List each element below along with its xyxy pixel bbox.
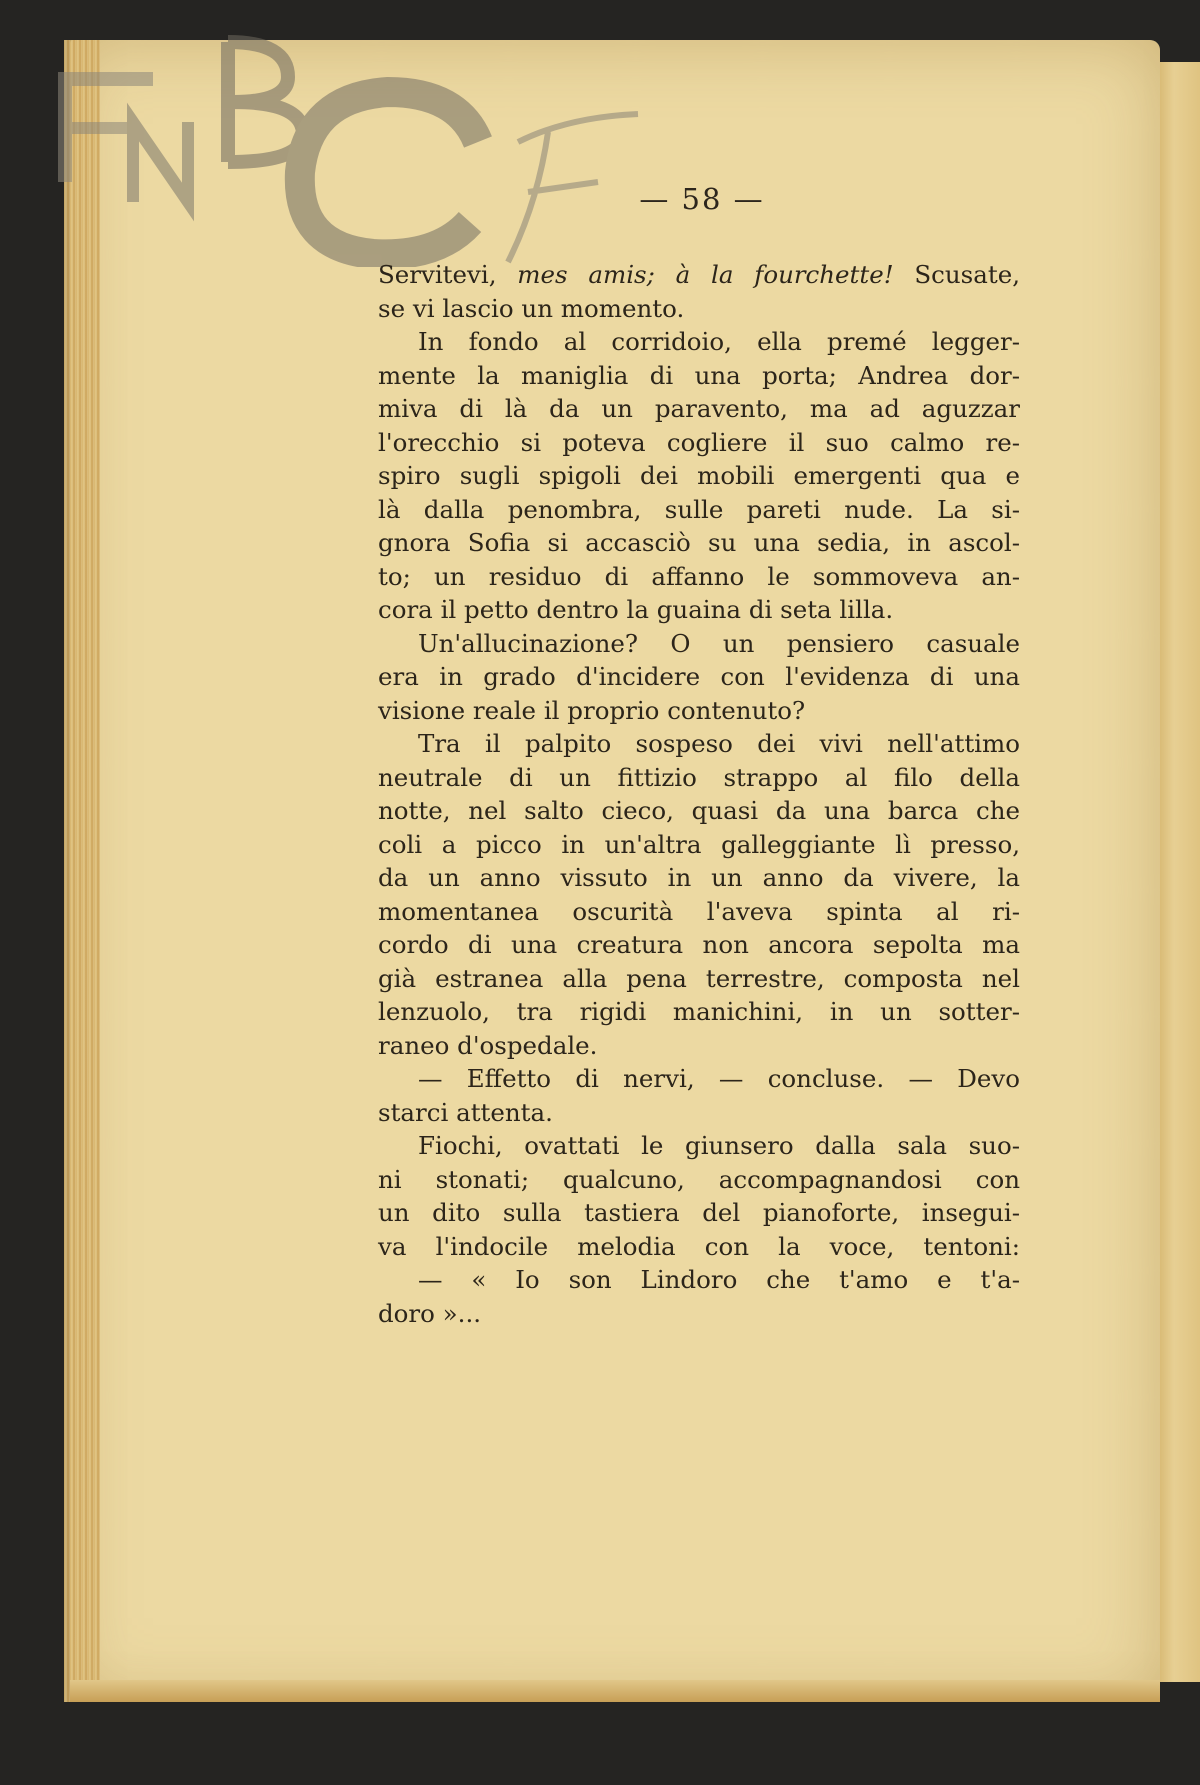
text-line: cora il petto dentro la guaina di seta lilla. <box>378 595 894 624</box>
text-line: era in grado d'incidere con l'evidenza di una <box>378 662 1020 691</box>
text-line: da un anno vissuto in un anno da vivere, la <box>378 863 1020 892</box>
text-line: miva di là da un paravento, ma ad aguzzar <box>378 394 1020 423</box>
italic-phrase: mes amis; à la fourchette! <box>517 260 894 289</box>
text-line: visione reale il proprio contenuto? <box>378 695 806 725</box>
text-line: to; un residuo di affanno le sommoveva an- <box>378 561 1020 591</box>
text-line: doro »... <box>378 1298 482 1328</box>
body-text <box>378 258 1020 1330</box>
text-line: Tra il palpito sospeso dei vivi nell'attimo <box>418 729 1020 758</box>
text-line: momentanea oscurità l'aveva spinta al ri- <box>378 896 1020 926</box>
text-line: gnora Sofia si accasciò su una sedia, in ascol- <box>378 528 1020 557</box>
text-line: va l'indocile melodia con la voce, tentoni: <box>378 1231 1020 1261</box>
text-run: Scusate, <box>893 260 1020 289</box>
page-stack-edge <box>64 40 100 1702</box>
text-line: coli a picco in un'altra galleggiante lì presso, <box>378 829 1020 859</box>
text-line: lenzuolo, tra rigidi manichini, in un sotter- <box>378 997 1020 1026</box>
text-line: là dalla penombra, sulle pareti nude. La si- <box>378 494 1020 524</box>
text-line: — Effetto di nervi, — concluse. — Devo <box>418 1064 1020 1093</box>
library-watermark-logo <box>38 22 718 267</box>
text-line: raneo d'ospedale. <box>378 1030 598 1060</box>
text-line: Un'allucinazione? O un pensiero casuale <box>418 628 1020 658</box>
text-line: se vi lascio un momento. <box>378 293 685 323</box>
text-line: già estranea alla pena terrestre, composta nel <box>378 963 1020 993</box>
text-line <box>378 258 1020 292</box>
text-line: Fiochi, ovattati le giunsero dalla sala suo- <box>418 1131 1020 1160</box>
page-bottom-edge <box>70 1680 1160 1702</box>
text-line: neutrale di un fittizio strappo al filo della <box>378 762 1020 792</box>
text-line: l'orecchio si poteva cogliere il suo calmo re- <box>378 427 1020 457</box>
text-line: spiro sugli spigoli dei mobili emergenti qua e <box>378 461 1020 490</box>
text-line: cordo di una creatura non ancora sepolta ma <box>378 930 1020 959</box>
text-line: ni stonati; qualcuno, accompagnandosi con <box>378 1164 1020 1194</box>
text-line: un dito sulla tastiera del pianoforte, insegui- <box>378 1198 1020 1227</box>
text-line: starci attenta. <box>378 1097 553 1127</box>
text-line: mente la maniglia di una porta; Andrea dor- <box>378 360 1020 390</box>
text-line: notte, nel salto cieco, quasi da una barca che <box>378 796 1020 825</box>
page-number: — 58 — <box>639 182 765 216</box>
text-run: Servitevi, <box>378 260 518 289</box>
text-line: — « Io son Lindoro che t'amo e t'a- <box>418 1265 1020 1294</box>
text-line: In fondo al corridoio, ella premé legger- <box>418 327 1020 356</box>
